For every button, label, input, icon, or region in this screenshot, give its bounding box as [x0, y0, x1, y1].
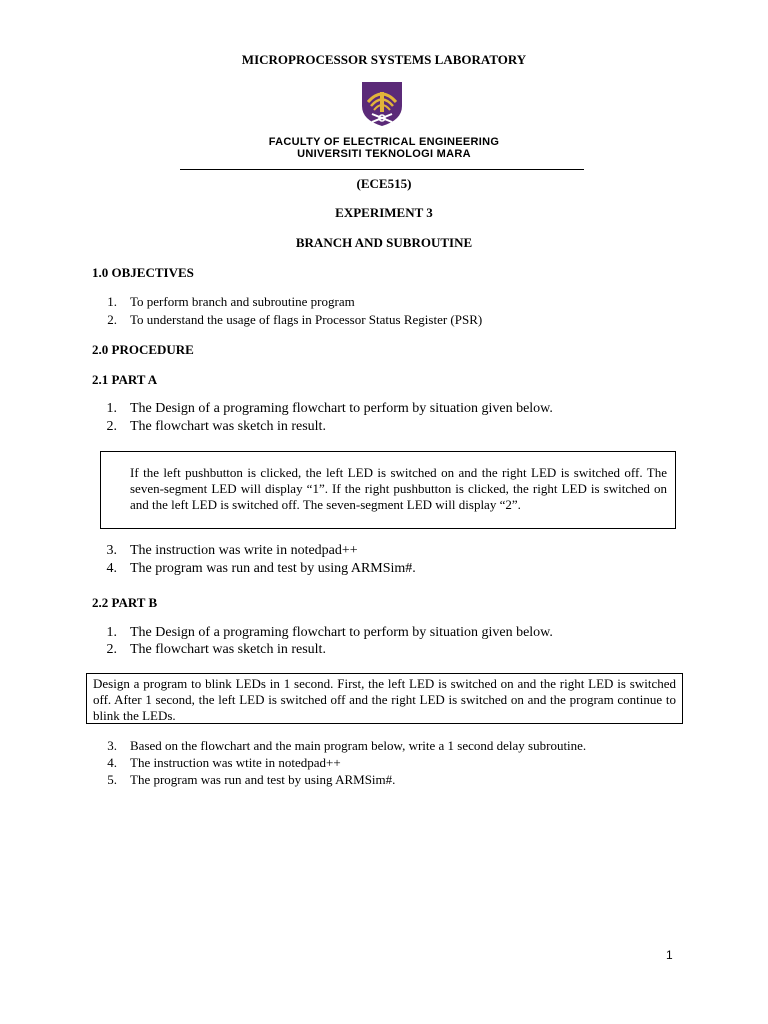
list-item: 2. The flowchart was sketch in result.: [106, 419, 326, 434]
faculty-name: FACULTY OF ELECTRICAL ENGINEERING: [268, 136, 500, 148]
procedure-heading: 2.0 PROCEDURE: [92, 342, 194, 357]
lab-title: MICROPROCESSOR SYSTEMS LABORATORY: [241, 52, 527, 67]
list-item: 4. The instruction was wtite in notedpad++: [107, 755, 341, 770]
university-name: UNIVERSITI TEKNOLOGI MARA: [297, 148, 471, 160]
list-item: 3. Based on the flowchart and the main program below, write a 1 second delay subroutine.: [107, 738, 587, 753]
experiment-title: BRANCH AND SUBROUTINE: [295, 235, 473, 250]
list-item: 2. The flowchart was sketch in result.: [106, 642, 326, 657]
part-a-steps-before: [92, 401, 553, 437]
header-divider: [180, 169, 584, 170]
list-item: 2. To understand the usage of flags in Processor Status Register (PSR): [107, 312, 483, 327]
list-item: 1. The Design of a programing flowchart to perform by situation given below.: [106, 401, 553, 416]
list-item: 1. The Design of a programing flowchart to perform by situation given below.: [106, 625, 553, 640]
objectives-heading: 1.0 OBJECTIVES: [92, 265, 194, 280]
part-b-steps-before: [92, 625, 553, 659]
part-b-situation-box: [86, 673, 683, 724]
list-item: 4. The program was run and test by using ARMSim#.: [106, 561, 416, 576]
list-item: 1. To perform branch and subroutine program: [107, 294, 355, 309]
uitm-logo: [360, 80, 404, 128]
course-code: (ECE515): [356, 176, 412, 191]
part-a-steps-after: [92, 543, 416, 579]
page-number: 1: [666, 948, 673, 962]
part-a-heading: 2.1 PART A: [92, 372, 158, 387]
uitm-crest-icon: [360, 80, 404, 128]
part-b-steps-after: [92, 738, 586, 789]
part-b-heading: 2.2 PART B: [92, 595, 158, 610]
experiment-number: EXPERIMENT 3: [335, 205, 433, 220]
part-b-situation-text: Design a program to blink LEDs in 1 second. First, the left LED is switched on and the right LED is switched off. After 1 second, the left LED is switched off and the right LED is switched on and the program continue to blink the LEDs.: [93, 676, 676, 723]
part-a-situation-text: If the left pushbutton is clicked, the left LED is switched on and the right LED is switched off. The seven-segment LED will display “1”. If the right pushbutton is clicked, the right LED is switched on and the left LED is switched off. The seven-segment LED will display “2”.: [130, 465, 667, 512]
list-item: 3. The instruction was write in notedpad++: [106, 543, 358, 558]
objectives-list: [92, 294, 482, 330]
part-a-situation-box: [100, 451, 676, 529]
list-item: 5. The program was run and test by using ARMSim#.: [107, 772, 396, 787]
